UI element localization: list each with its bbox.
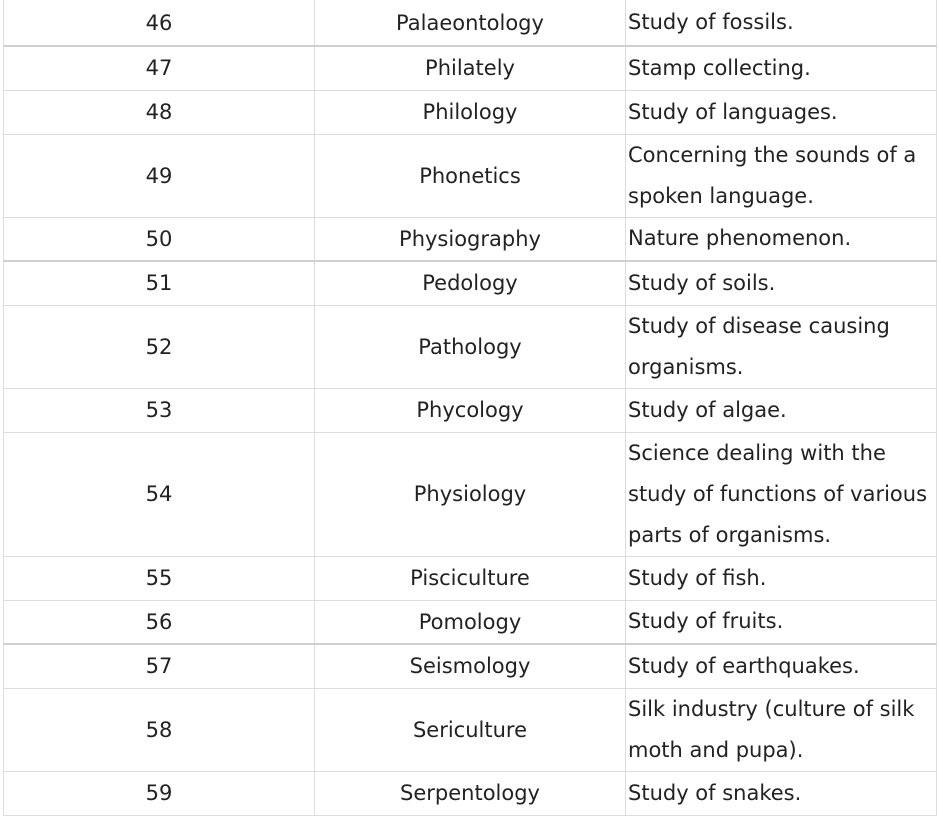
term-name: Philology: [315, 90, 626, 134]
term-name: Phycology: [315, 388, 626, 432]
table-row: [4, 46, 937, 90]
row-number: 55: [4, 556, 315, 600]
term-name: Pisciculture: [315, 556, 626, 600]
term-name: Palaeontology: [315, 0, 626, 46]
term-description: Study of earthquakes.: [626, 644, 937, 688]
row-number: 56: [4, 600, 315, 644]
table-row: [4, 217, 937, 261]
term-description: Study of snakes.: [626, 771, 937, 815]
row-number: 47: [4, 46, 315, 90]
row-number: 54: [4, 432, 315, 556]
term-name: Seismology: [315, 644, 626, 688]
term-description: Silk industry (culture of silk moth and pupa).: [626, 688, 937, 771]
table-row: [4, 305, 937, 388]
terms-table: [3, 0, 937, 816]
row-number: 51: [4, 261, 315, 305]
table-row: [4, 261, 937, 305]
table-row: [4, 388, 937, 432]
table-row: [4, 600, 937, 644]
term-description: Study of fruits.: [626, 600, 937, 644]
row-number: 48: [4, 90, 315, 134]
terms-table-container: [3, 0, 936, 816]
row-number: 59: [4, 771, 315, 815]
row-number: 52: [4, 305, 315, 388]
term-name: Physiology: [315, 432, 626, 556]
term-name: Serpentology: [315, 771, 626, 815]
table-row: [4, 0, 937, 46]
term-description: Study of algae.: [626, 388, 937, 432]
term-name: Philately: [315, 46, 626, 90]
term-name: Pathology: [315, 305, 626, 388]
term-description: Study of fossils.: [626, 0, 937, 46]
term-description: Concerning the sounds of a spoken language.: [626, 134, 937, 217]
row-number: 46: [4, 0, 315, 46]
row-number: 50: [4, 217, 315, 261]
term-name: Pedology: [315, 261, 626, 305]
term-description: Study of fish.: [626, 556, 937, 600]
term-name: Sericulture: [315, 688, 626, 771]
term-description: Stamp collecting.: [626, 46, 937, 90]
row-number: 57: [4, 644, 315, 688]
term-name: Physiography: [315, 217, 626, 261]
table-row: [4, 556, 937, 600]
table-row: [4, 771, 937, 815]
term-name: Phonetics: [315, 134, 626, 217]
table-row: [4, 644, 937, 688]
row-number: 49: [4, 134, 315, 217]
table-row: [4, 90, 937, 134]
row-number: 58: [4, 688, 315, 771]
term-description: Study of languages.: [626, 90, 937, 134]
term-description: Science dealing with the study of functions of various parts of organisms.: [626, 432, 937, 556]
row-number: 53: [4, 388, 315, 432]
term-name: Pomology: [315, 600, 626, 644]
table-row: [4, 432, 937, 556]
term-description: Nature phenomenon.: [626, 217, 937, 261]
term-description: Study of soils.: [626, 261, 937, 305]
term-description: Study of disease causing organisms.: [626, 305, 937, 388]
table-row: [4, 688, 937, 771]
table-row: [4, 134, 937, 217]
